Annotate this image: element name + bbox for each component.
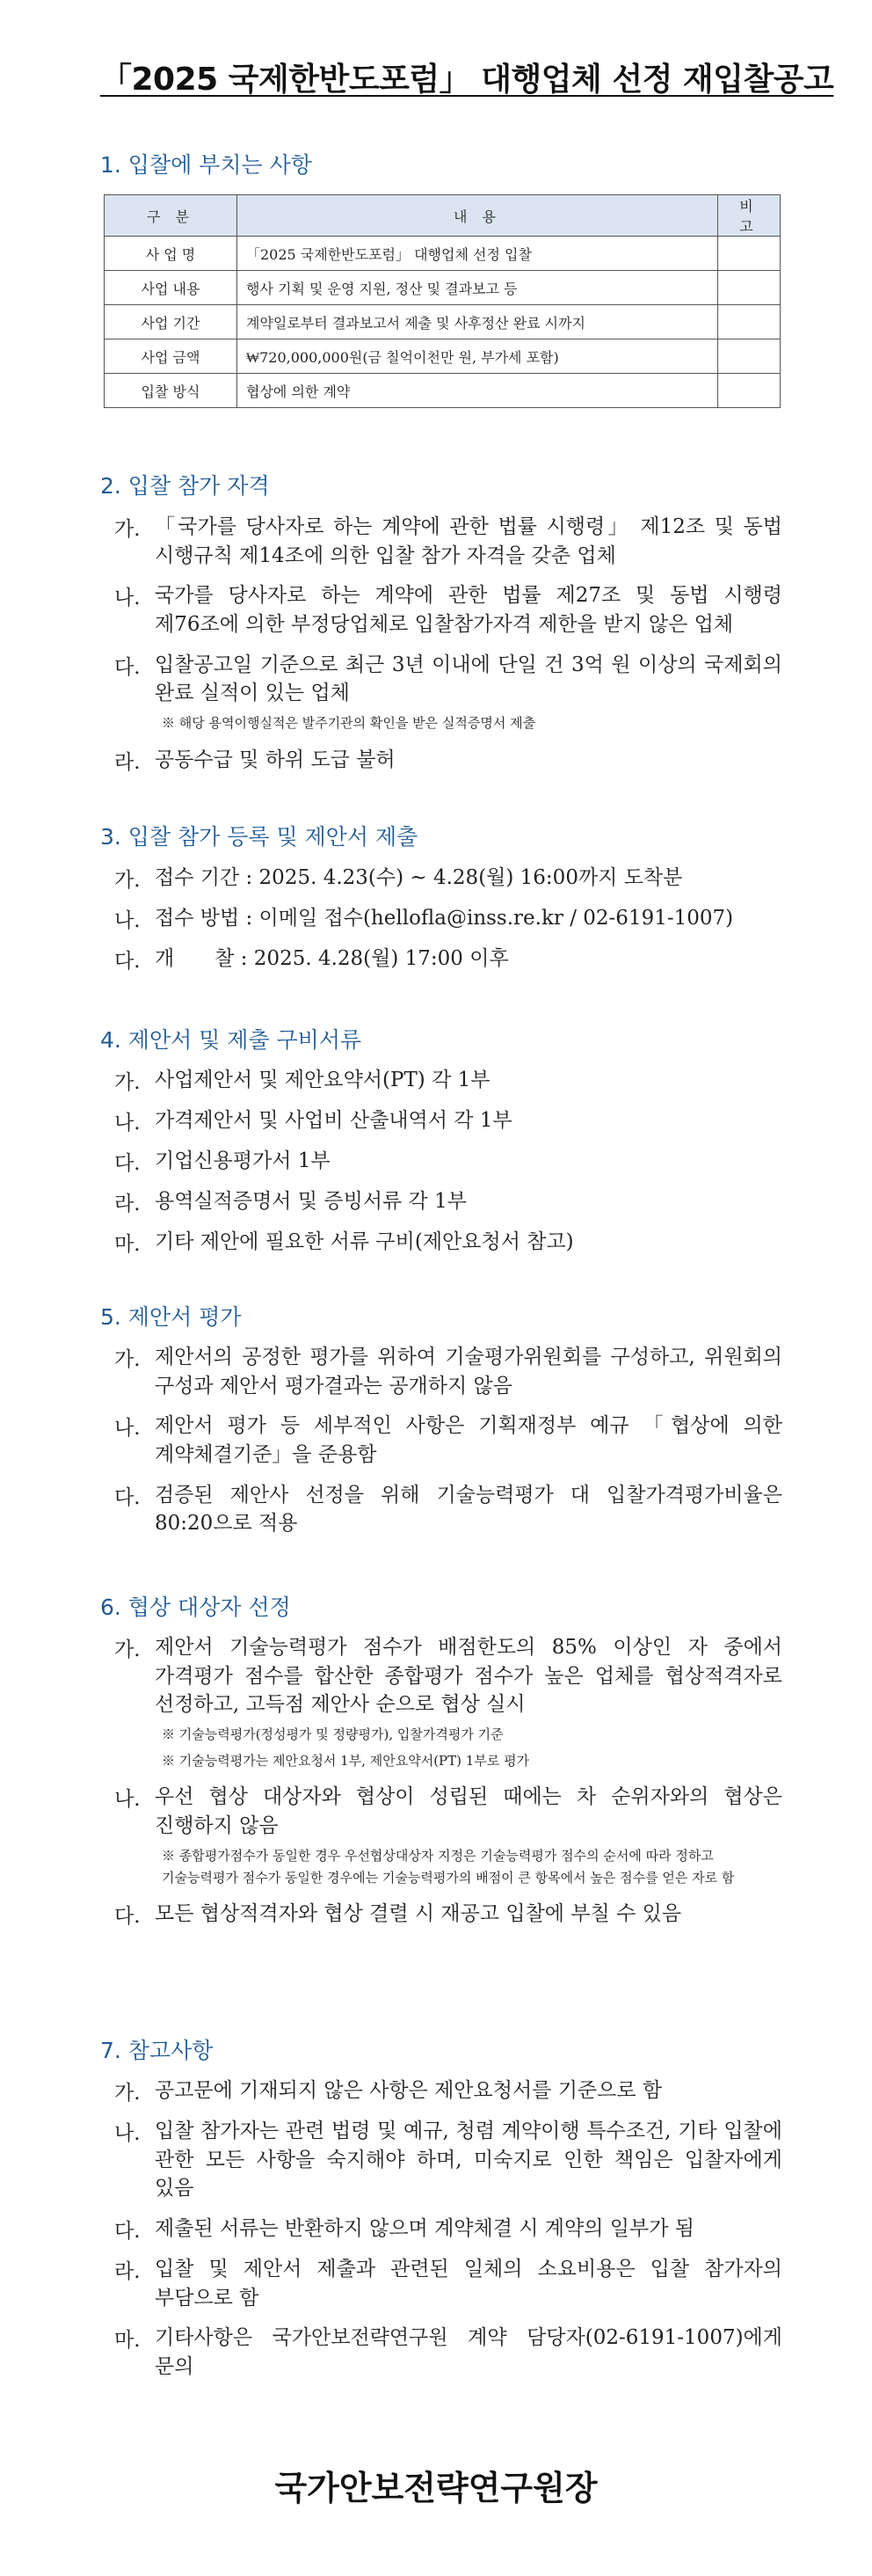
item-footnote [155,1845,782,1889]
header-content: 내 용 [237,195,718,237]
item-footnote [155,712,782,734]
item-text: 제안서 기술능력평가 점수가 배점한도의 85% 이상인 자 중에서 가격평가 점수를 합산한 종합평가 점수가 높은 업체를 협상적격자로 선정하고, 고득점 제안사 순으로 협상 실시 [155,1636,782,1717]
list-item [114,651,782,734]
item-marker: 마. [114,1233,141,1256]
list-item [114,1187,782,1216]
item-marker: 라. [114,2259,141,2283]
item-marker: 가. [114,2082,141,2105]
item-text: 제출된 서류는 반환하지 않으며 계약체결 시 계약의 일부가 됨 [155,2216,694,2240]
item-marker: 가. [114,1638,141,1661]
row-content: ₩720,000,000원(금 칠억이천만 원, 부가세 포함) [237,339,718,374]
row-category: 사업 기간 [105,305,237,339]
item-marker: 다. [114,1905,141,1929]
section-7-heading: 7. 참고사항 [100,2038,214,2063]
item-marker: 나. [114,1112,141,1135]
item-text: 모든 협상적격자와 협상 결렬 시 재공고 입찰에 부칠 수 있음 [155,1902,682,1926]
list-item [114,1900,782,1929]
item-marker: 라. [114,1193,141,1215]
section-7-list [114,2076,782,2393]
section-6-heading: 6. 협상 대상자 선정 [100,1594,291,1620]
row-content: 협상에 의한 계약 [237,374,718,408]
item-text: 국가를 당사자로 하는 계약에 관한 법률 제27조 및 동법 시행령 제76조에 의한 부정당업체로 입찰참가자격 제한을 받지 않은 업체 [155,584,782,636]
section-6-list [114,1633,782,1940]
item-marker: 나. [114,1788,141,1812]
row-category: 사업 내용 [105,271,237,305]
bid-info-table [104,194,781,408]
item-text: 기업신용평가서 1부 [155,1149,331,1172]
item-marker: 마. [114,2329,141,2353]
footnote-text: ※ 기술능력평가는 제안요청서 1부, 제안요약서(PT) 1부로 평가 [162,1752,530,1769]
list-item [114,945,782,974]
list-item [114,1147,782,1176]
list-item [114,1481,782,1538]
list-item [114,1783,782,1888]
item-text: 입찰 참가자는 관련 법령 및 예규, 청렴 계약이행 특수조건, 기타 입찰에 관한 모든 사항을 숙지해야 하며, 미숙지로 인한 책임은 입찰자에게 있음 [155,2120,782,2200]
item-text: 개 찰 : 2025. 4.28(월) 17:00 이후 [155,947,509,970]
item-text: 입찰 및 제안서 제출과 관련된 일체의 소요비용은 입찰 참가자의 부담으로 함 [155,2257,782,2310]
section-5-list [114,1343,782,1550]
item-text: 가격제안서 및 사업비 산출내역서 각 1부 [155,1109,512,1132]
section-4-list [114,1066,782,1268]
table-row [105,374,781,408]
row-category: 사업 금액 [105,339,237,374]
item-marker: 가. [114,869,141,892]
header-category: 구 분 [105,195,237,237]
row-content: 행사 기획 및 운영 지원, 정산 및 결과보고 등 [237,271,718,305]
item-marker: 나. [114,2122,141,2145]
table-row [105,271,781,305]
item-text: 우선 협상 대상자와 협상이 성립된 때에는 차 순위자와의 협상은 진행하지 않음 [155,1785,782,1838]
item-text: 입찰공고일 기준으로 최근 3년 이내에 단일 건 3억 원 이상의 국제회의 완료 실적이 있는 업체 [155,653,782,705]
table-row [105,237,781,271]
list-item [114,2215,782,2244]
row-note [718,305,781,339]
item-marker: 다. [114,1485,141,1509]
item-text: 제안서의 공정한 평가를 위하여 기술평가위원회를 구성하고, 위원회의 구성과 제안서 평가결과는 공개하지 않음 [155,1346,782,1397]
item-marker: 라. [114,750,141,774]
item-text: 기타사항은 국가안보전략연구원 계약 담당자(02-6191-1007)에게 문의 [155,2326,782,2378]
table-row [105,339,781,374]
row-category: 사 업 명 [105,237,237,271]
table-row [105,305,781,339]
section-2-list [114,513,782,786]
footnote-text: ※ 기술능력평가(정성평가 및 정량평가), 입찰가격평가 기준 [162,1726,504,1742]
list-item [114,1412,782,1469]
footnote-text: ※ 종합평가점수가 동일한 경우 우선협상대상자 지정은 기술능력평가 점수의 순서에 따라 정하고 기술능력평가 점수가 동일한 경우에는 기술능력평가의 배점이 큰 항목에서 높은 점수를 얻은 자로 함 [162,1847,735,1886]
list-item [114,1633,782,1771]
header-note: 비 고 [718,195,781,237]
list-item [114,746,782,775]
row-note [718,271,781,305]
item-text: 「국가를 당사자로 하는 계약에 관한 법률 시행령」 제12조 및 동법 시행규칙 제14조에 의한 입찰 참가 자격을 갖춘 업체 [155,515,782,567]
row-content: 「2025 국제한반도포럼」 대행업체 선정 입찰 [237,237,718,271]
section-2-heading: 2. 입찰 참가 자격 [100,473,270,499]
item-marker: 나. [114,587,141,610]
list-item [114,581,782,639]
list-item [114,2076,782,2105]
item-text: 용역실적증명서 및 증빙서류 각 1부 [155,1190,467,1213]
item-marker: 나. [114,1417,141,1441]
footnote-text: ※ 해당 용역이행실적은 발주기관의 확인을 받은 실적증명서 제출 [162,714,536,731]
item-text: 접수 방법 : 이메일 접수(hellofla@inss.re.kr / 02-6191-1007) [155,907,734,930]
row-note [718,374,781,408]
item-text: 검증된 제안사 선정을 위해 기술능력평가 대 입찰가격평가비율은 80:20으로 적용 [155,1483,782,1536]
row-category: 입찰 방식 [105,374,237,408]
list-item [114,1228,782,1257]
item-marker: 가. [114,1071,141,1094]
list-item [114,1106,782,1135]
item-footnote [155,1750,782,1772]
section-5-heading: 5. 제안서 평가 [100,1304,242,1330]
item-text: 제안서 평가 등 세부적인 사항은 기획재정부 예규 「협상에 의한 계약체결기준」을 준용함 [155,1414,782,1466]
section-3-list [114,864,782,985]
item-marker: 나. [114,909,141,932]
row-note [718,237,781,271]
list-item [114,904,782,933]
item-text: 접수 기간 : 2025. 4.23(수) ~ 4.28(월) 16:00까지 도착분 [155,866,683,889]
section-3-heading: 3. 입찰 참가 등록 및 제안서 제출 [100,824,418,850]
list-item [114,1343,782,1400]
list-item [114,1066,782,1095]
section-1-heading: 1. 입찰에 부치는 사항 [100,152,312,178]
item-text: 공동수급 및 하위 도급 불허 [155,748,396,771]
item-text: 사업제안서 및 제안요약서(PT) 각 1부 [155,1069,490,1091]
list-item [114,864,782,893]
list-item [114,2255,782,2312]
item-marker: 다. [114,950,141,973]
item-marker: 가. [114,1348,141,1371]
page-title: 「2025 국제한반도포럼」 대행업체 선정 재입찰공고 [100,62,834,98]
row-note [718,339,781,374]
item-marker: 다. [114,2219,141,2243]
list-item [114,2117,782,2203]
section-4-heading: 4. 제안서 및 제출 구비서류 [100,1027,362,1053]
table-header-row [105,195,781,237]
item-text: 기타 제안에 필요한 서류 구비(제안요청서 참고) [155,1230,574,1253]
row-content: 계약일로부터 결과보고서 제출 및 사후정산 완료 시까지 [237,305,718,339]
item-text: 공고문에 기재되지 않은 사항은 제안요청서를 기준으로 함 [155,2079,663,2102]
item-marker: 다. [114,655,141,679]
item-marker: 가. [114,518,141,541]
item-marker: 다. [114,1152,141,1175]
item-footnote [155,1724,782,1746]
list-item [114,2324,782,2381]
list-item [114,513,782,570]
signer-name: 국가안보전략연구원장 [274,2469,598,2507]
